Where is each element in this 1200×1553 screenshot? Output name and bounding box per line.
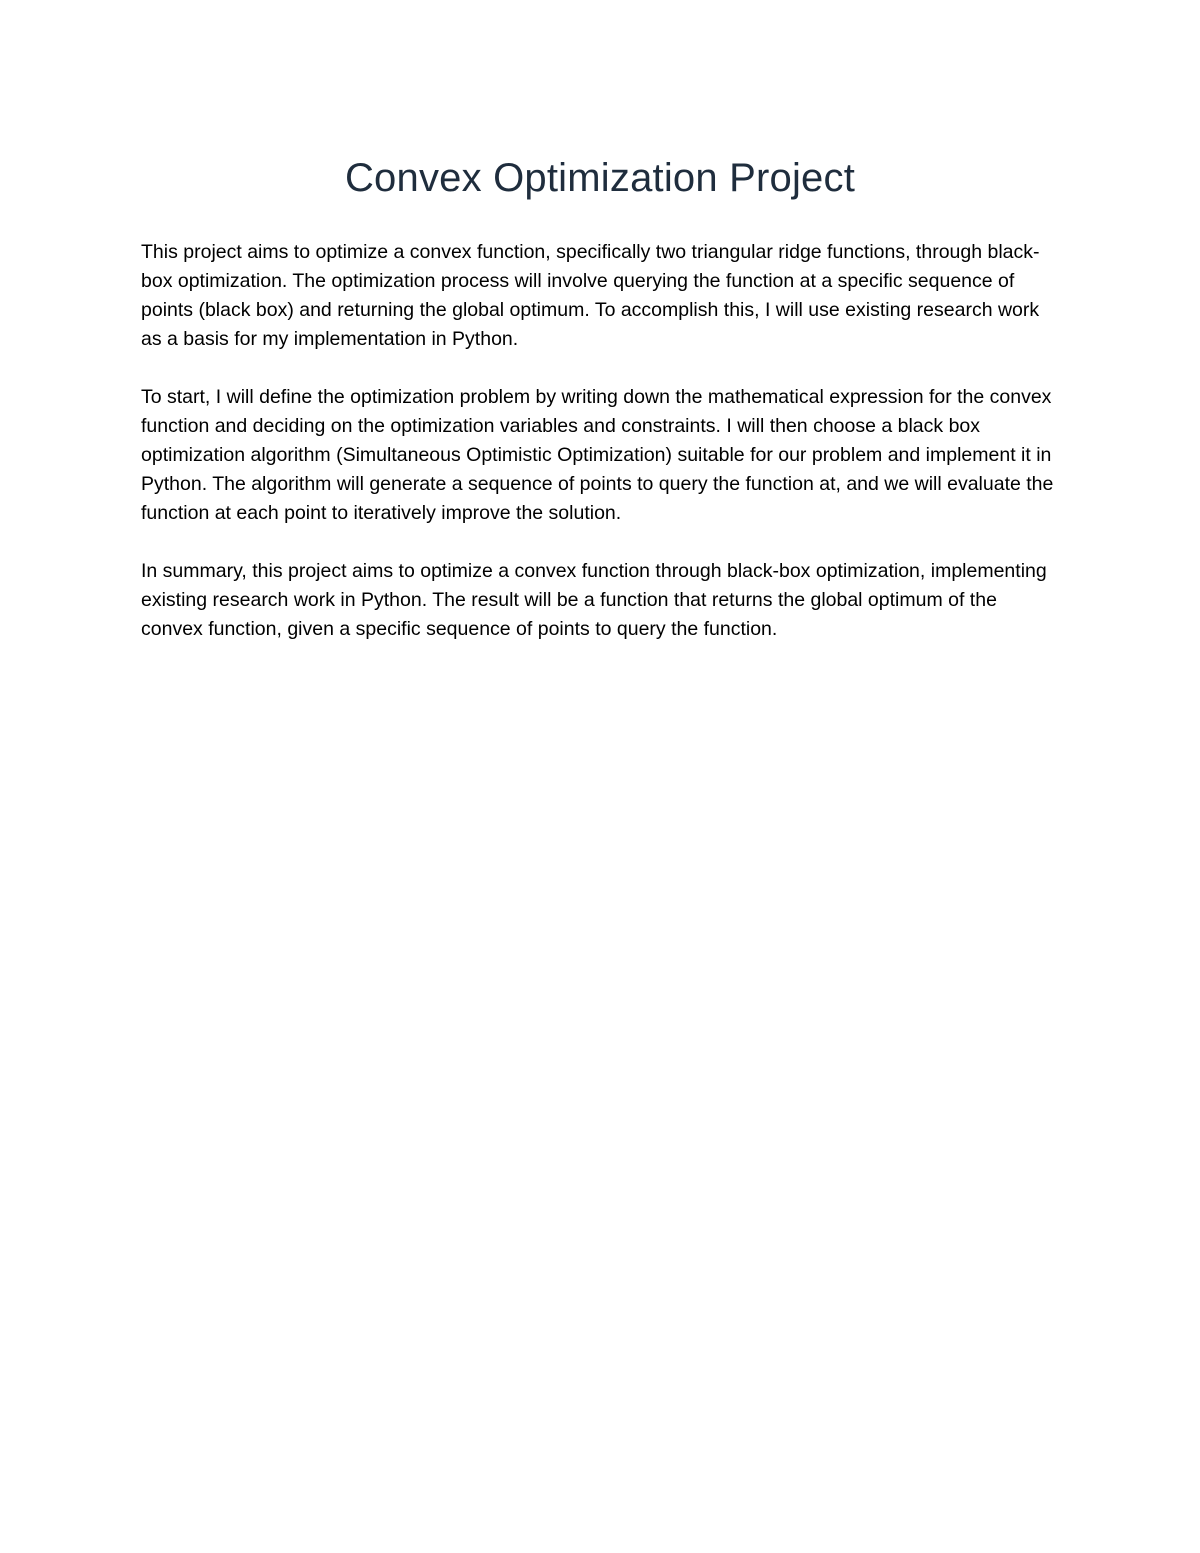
paragraph-summary: In summary, this project aims to optimize a convex function through black-box optimization, implementing existing research work in Python. The result will be a function that returns the global optimum of the convex function, given a specific sequence of points to query the function. [141,560,1047,640]
paragraph-intro: This project aims to optimize a convex function, specifically two triangular ridge functions, through black-box optimization. The optimization process will involve querying the function at a specific sequence of points (black box) and returning the global optimum. To accomplish this, I will use existing research work as a basis for my implementation in Python. [141,241,1040,350]
paragraph-approach: To start, I will define the optimization problem by writing down the mathematical expression for the convex function and deciding on the optimization variables and constraints. I will then choose a black box optimization algorithm (Simultaneous Optimistic Optimization) suitable for our problem and implement it in Python. The algorithm will generate a sequence of points to query the function at, and we will evaluate the function at each point to iteratively improve the solution. [141,386,1054,524]
document-title: Convex Optimization Project [344,156,856,200]
document-body [141,238,1061,673]
